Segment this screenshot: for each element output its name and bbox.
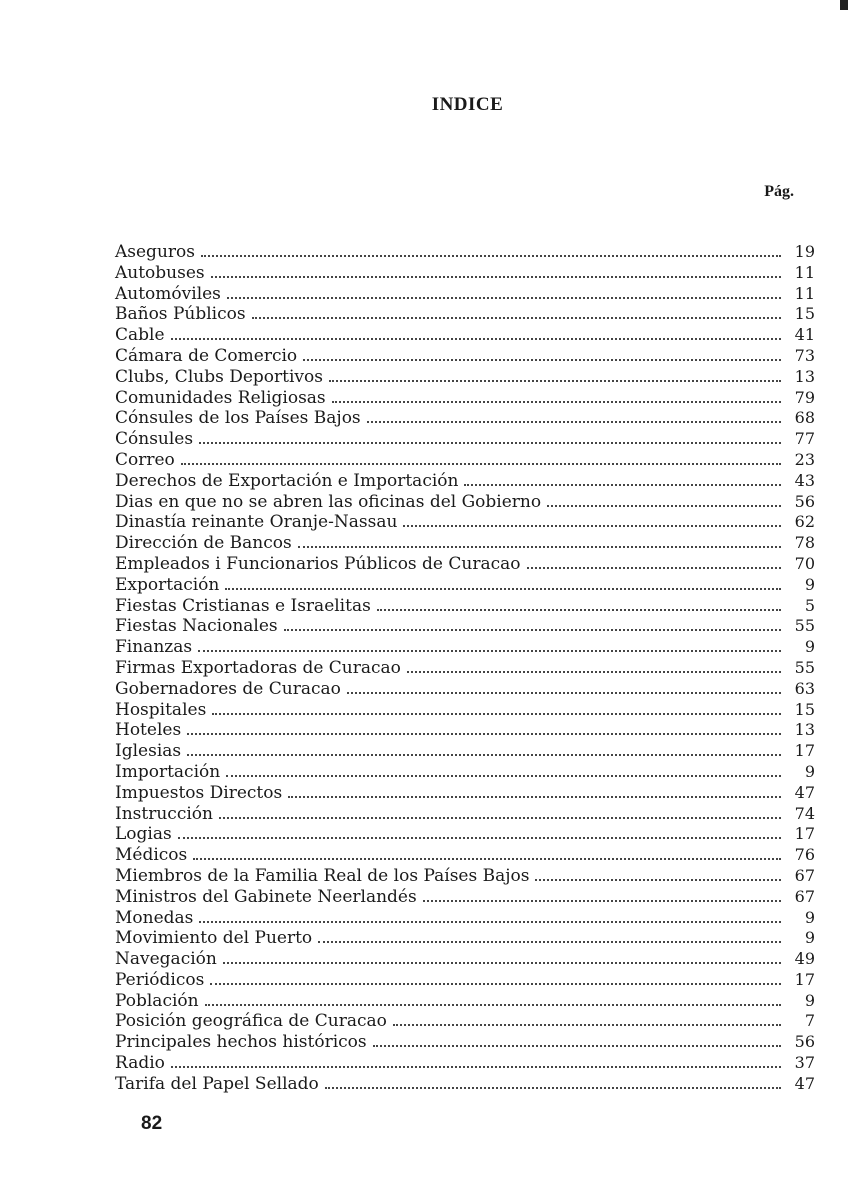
index-entry — [115, 700, 815, 721]
index-entry — [115, 492, 815, 513]
index-entry-name: Población — [115, 990, 199, 1011]
dot-leader — [225, 588, 781, 590]
index-entry-name: Correo — [115, 449, 175, 470]
index-entry-name: Hoteles — [115, 720, 182, 741]
index-entry-page: 11 — [794, 262, 815, 282]
index-entry — [115, 991, 815, 1012]
index-entry-name: Aseguros — [115, 242, 195, 262]
dot-leader — [367, 421, 781, 423]
index-entry-page: 77 — [794, 429, 815, 449]
index-entry-name: Posición geográfica de Curacao — [115, 1011, 387, 1032]
index-entry — [115, 949, 815, 970]
index-entry-name: Periódicos — [115, 969, 205, 990]
index-entry — [115, 783, 815, 804]
dot-leader — [329, 380, 781, 382]
index-entry — [115, 284, 815, 305]
dot-leader — [227, 297, 781, 299]
index-entry-name: Exportación — [115, 574, 220, 595]
dot-leader — [171, 338, 781, 340]
index-entry — [115, 429, 815, 450]
index-entry — [115, 720, 815, 741]
dot-leader — [210, 983, 781, 985]
dot-leader — [407, 671, 781, 673]
index-entry-page: 17 — [794, 741, 815, 761]
index-entry — [115, 325, 815, 346]
index-entry-name: Ministros del Gabinete Neerlandés — [115, 886, 417, 907]
index-entry-name: Automóviles — [115, 283, 221, 304]
index-entry — [115, 367, 815, 388]
index-entry-page: 23 — [794, 449, 815, 469]
index-entry-name: Fiestas Cristianas e Israelitas — [115, 595, 371, 616]
index-entry — [115, 637, 815, 658]
dot-leader — [464, 484, 781, 486]
index-entry-name: Cámara de Comercio — [115, 345, 298, 366]
index-entry — [115, 575, 815, 596]
dot-leader — [181, 463, 781, 465]
index-entry-name: Finanzas — [115, 637, 193, 658]
index-entry-page: 56 — [794, 1032, 815, 1052]
index-entry-name: Fiestas Nacionales — [115, 616, 278, 637]
index-entry — [115, 554, 815, 575]
index-entry-name: Movimiento del Puerto — [115, 928, 313, 949]
index-entry — [115, 1011, 815, 1032]
index-entry-name: Instrucción — [115, 803, 213, 824]
index-entry — [115, 242, 815, 263]
index-entry-name: Dinastía reinante Oranje-Nassau — [115, 512, 398, 533]
dot-leader — [199, 921, 781, 923]
index-entry-name: Monedas — [115, 907, 194, 928]
index-entry — [115, 887, 815, 908]
dot-leader — [393, 1024, 781, 1026]
index-entry — [115, 908, 815, 929]
index-entry-page: 9 — [804, 907, 815, 927]
index-entry-page: 9 — [804, 761, 815, 781]
dot-leader — [284, 629, 781, 631]
index-entry-page: 67 — [794, 865, 815, 885]
index-entry-name: Derechos de Exportación e Importación — [115, 470, 459, 491]
index-entry-name: Comunidades Religiosas — [115, 387, 326, 408]
index-entry — [115, 928, 815, 949]
index-entry-name: Importación — [115, 761, 221, 782]
index-entry — [115, 1074, 815, 1095]
index-entry-page: 79 — [794, 387, 815, 407]
index-entry-page: 17 — [794, 969, 815, 989]
index-entry — [115, 616, 815, 637]
index-entry-page: 55 — [794, 616, 815, 636]
dot-leader — [347, 692, 781, 694]
index-entry-page: 47 — [794, 1073, 815, 1093]
index-entry — [115, 471, 815, 492]
index-entry-page: 56 — [794, 491, 815, 511]
dot-leader — [205, 1004, 781, 1006]
index-entry-name: Impuestos Directos — [115, 782, 283, 803]
index-entry — [115, 388, 815, 409]
index-entry-name: Tarifa del Papel Sellado — [115, 1073, 319, 1094]
index-entry-page: 15 — [794, 699, 815, 719]
index-entry — [115, 804, 815, 825]
index-entry-page: 70 — [794, 553, 815, 573]
index-entry-page: 37 — [794, 1053, 815, 1073]
dot-leader — [423, 900, 781, 902]
index-entry-name: Dias en que no se abren las oficinas del Gobierno — [115, 491, 542, 512]
index-entry-name: Principales hechos históricos — [115, 1032, 367, 1053]
index-entry-page: 17 — [794, 824, 815, 844]
dot-leader — [288, 796, 781, 798]
index-entry-name: Iglesias — [115, 741, 182, 762]
index-entry-name: Médicos — [115, 845, 188, 866]
index-entry-page: 47 — [794, 782, 815, 802]
index-entry — [115, 741, 815, 762]
index-entry-page: 55 — [794, 657, 815, 677]
index-entry-page: 19 — [794, 242, 815, 261]
index-entry-page: 15 — [794, 304, 815, 324]
index-entry — [115, 970, 815, 991]
index-entry — [115, 845, 815, 866]
index-entry — [115, 512, 815, 533]
index-entry — [115, 596, 815, 617]
dot-leader — [187, 754, 781, 756]
index-entry — [115, 679, 815, 700]
index-entry-page: 78 — [794, 533, 815, 553]
index-entry — [115, 658, 815, 679]
index-entry-page: 68 — [794, 408, 815, 428]
dot-leader — [193, 858, 781, 860]
index-entry-page: 9 — [804, 928, 815, 948]
index-entry-name: Cónsules de los Países Bajos — [115, 408, 361, 429]
dot-leader — [403, 525, 781, 527]
index-entry-name: Baños Públicos — [115, 304, 246, 325]
dot-leader — [171, 1066, 781, 1068]
index-entry — [115, 762, 815, 783]
index-entry-page: 13 — [794, 720, 815, 740]
index-entry-name: Empleados i Funcionarios Públicos de Curacao — [115, 553, 521, 574]
index-entry-page: 11 — [794, 283, 815, 303]
dot-leader — [223, 962, 781, 964]
index-entry-page: 5 — [804, 595, 815, 615]
index-entry-name: Clubs, Clubs Deportivos — [115, 366, 323, 387]
page-number: 82 — [141, 1113, 163, 1134]
index-entry-page: 7 — [804, 1011, 815, 1031]
dot-leader — [547, 505, 781, 507]
index-entry-name: Dirección de Bancos — [115, 533, 292, 554]
dot-leader — [212, 713, 781, 715]
index-entry — [115, 304, 815, 325]
dot-leader — [325, 1087, 781, 1089]
index-entry-page: 9 — [804, 574, 815, 594]
page-column-header: Pág. — [764, 183, 794, 200]
index-entry — [115, 866, 815, 887]
dot-leader — [332, 401, 781, 403]
dot-leader — [199, 442, 781, 444]
index-entry-page: 73 — [794, 345, 815, 365]
index-entry-page: 49 — [794, 949, 815, 969]
index-entry-page: 9 — [804, 637, 815, 657]
dot-leader — [211, 276, 781, 278]
index-entry-page: 67 — [794, 886, 815, 906]
dot-leader — [377, 609, 781, 611]
index-entry-name: Hospitales — [115, 699, 207, 720]
index-entry-page: 62 — [794, 512, 815, 532]
dot-leader — [252, 317, 781, 319]
dot-leader — [198, 650, 781, 652]
index-entry — [115, 533, 815, 554]
index-entry-name: Navegación — [115, 949, 217, 970]
index-entry-name: Firmas Exportadoras de Curacao — [115, 657, 401, 678]
index-entry — [115, 346, 815, 367]
index-entry-name: Miembros de la Familia Real de los Países Bajos — [115, 865, 530, 886]
dot-leader — [219, 817, 781, 819]
index-entry — [115, 1053, 815, 1074]
index-entry-page: 76 — [794, 845, 815, 865]
dot-leader — [178, 837, 781, 839]
index-list — [115, 242, 815, 1095]
index-entry-page: 63 — [794, 678, 815, 698]
index-entry-name: Cónsules — [115, 429, 194, 450]
index-entry — [115, 1032, 815, 1053]
index-entry-name: Radio — [115, 1053, 165, 1074]
index-entry-name: Logias — [115, 824, 172, 845]
index-entry-name: Gobernadores de Curacao — [115, 678, 341, 699]
dot-leader — [298, 546, 781, 548]
index-entry-page: 13 — [794, 366, 815, 386]
index-entry — [115, 450, 815, 471]
index-entry-page: 41 — [794, 325, 815, 345]
corner-mark — [840, 0, 848, 10]
dot-leader — [373, 1045, 781, 1047]
dot-leader — [201, 255, 781, 257]
dot-leader — [535, 879, 781, 881]
dot-leader — [527, 567, 781, 569]
dot-leader — [187, 733, 781, 735]
index-entry-page: 74 — [794, 803, 815, 823]
index-entry — [115, 824, 815, 845]
dot-leader — [318, 941, 781, 943]
index-entry-page: 43 — [794, 470, 815, 490]
dot-leader — [226, 775, 781, 777]
page-title: INDICE — [431, 94, 504, 115]
index-entry-name: Autobuses — [115, 262, 205, 283]
index-entry — [115, 263, 815, 284]
index-entry-page: 9 — [804, 990, 815, 1010]
dot-leader — [303, 359, 781, 361]
index-entry-name: Cable — [115, 325, 165, 346]
index-entry — [115, 408, 815, 429]
